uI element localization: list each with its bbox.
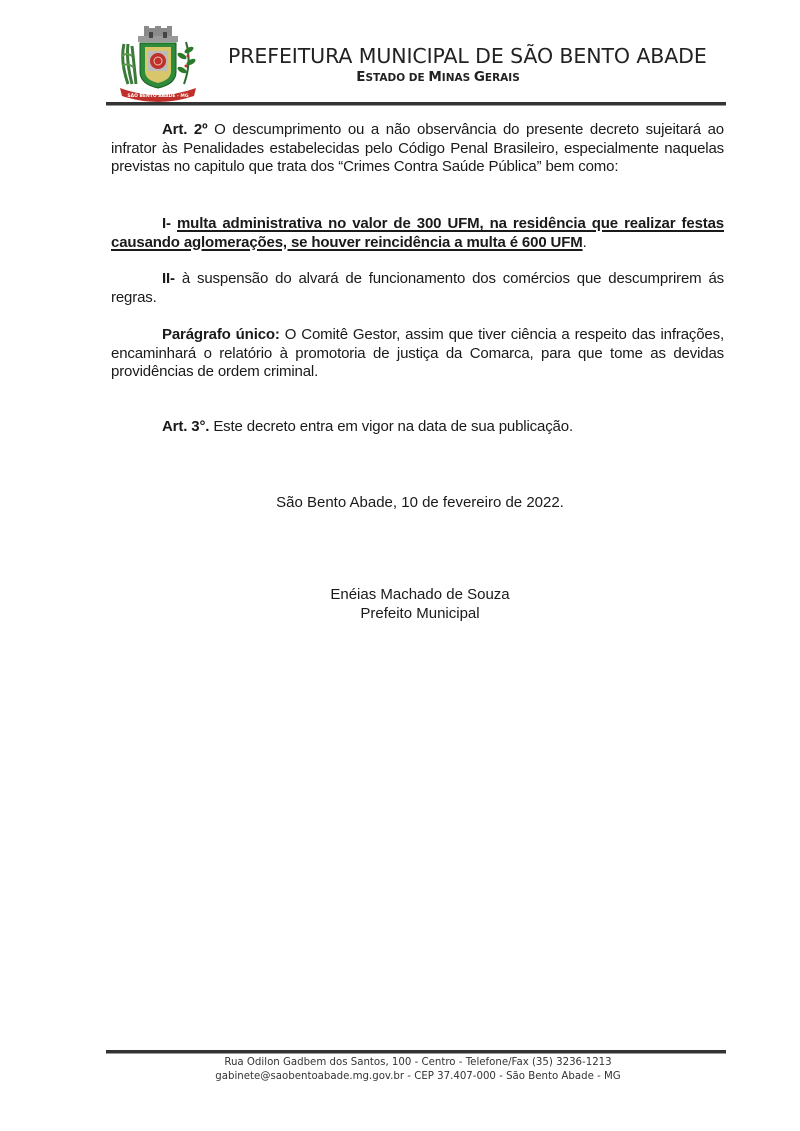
inciso-2-text: à suspensão do alvará de funcionamento dos comércios que descumprirem ás regras.: [111, 270, 724, 306]
header-subtitle: [228, 69, 648, 85]
subtitle-part: INAS: [441, 72, 474, 84]
article-2-text: O descumprimento ou a não observância do presente decreto sujeitará ao infrator às Penalidades estabelecidas pelo Código Penal Brasileiro, especialmente naquelas previstas no capitulo que trata dos “Crimes Contra Saúde Pública” bem como:: [111, 121, 724, 175]
article-2-label: Art. 2º: [162, 121, 208, 138]
inciso-2: [111, 270, 724, 307]
paragrafo-unico-text: O Comitê Gestor, assim que tiver ciência a respeito das infrações, encaminhará o relatório à promotoria de justiça da Comarca, para que tome as devidas providências de ordem criminal.: [111, 326, 724, 380]
inciso-1-label: I-: [162, 215, 171, 232]
paragrafo-unico-label: Parágrafo único:: [162, 326, 280, 343]
article-2: [111, 121, 724, 177]
footer-contact: gabinete@saobentoabade.mg.gov.br - CEP 37.407-000 - São Bento Abade - MG: [215, 1071, 621, 1082]
article-3-text: Este decreto entra em vigor na data de sua publicação.: [209, 418, 573, 435]
footer-divider: [106, 1050, 726, 1054]
inciso-1-trailing: .: [582, 233, 587, 251]
article-3: [111, 418, 724, 437]
paragrafo-unico: [111, 326, 724, 382]
footer-address: Rua Odilon Gadbem dos Santos, 100 - Centro - Telefone/Fax (35) 3236-1213: [224, 1057, 612, 1068]
inciso-2-label: II-: [162, 270, 175, 287]
date-line: São Bento Abade, 10 de fevereiro de 2022.: [276, 494, 564, 511]
header-divider: [106, 102, 726, 106]
subtitle-part: STADO DE: [365, 72, 429, 84]
subtitle-part: G: [473, 69, 485, 85]
article-3-label: Art. 3°.: [162, 418, 210, 435]
signatory-name: Enéias Machado de Souza: [330, 586, 510, 603]
subtitle-part: M: [428, 69, 442, 85]
header-title: PREFEITURA MUNICIPAL DE SÃO BENTO ABADE: [228, 44, 707, 68]
signatory-role: Prefeito Municipal: [360, 605, 480, 622]
municipal-crest-icon: [118, 26, 198, 102]
svg-text:SÃO BENTO ABADE - MG: SÃO BENTO ABADE - MG: [127, 94, 189, 99]
subtitle-part: E: [356, 69, 366, 85]
subtitle-part: ERAIS: [484, 72, 520, 84]
inciso-1: [111, 215, 724, 252]
inciso-1-text: multa administrativa no valor de 300 UFM, na residência que realizar festas causando aglomerações, se houver reincidência a multa é 600 UFM: [111, 215, 724, 251]
